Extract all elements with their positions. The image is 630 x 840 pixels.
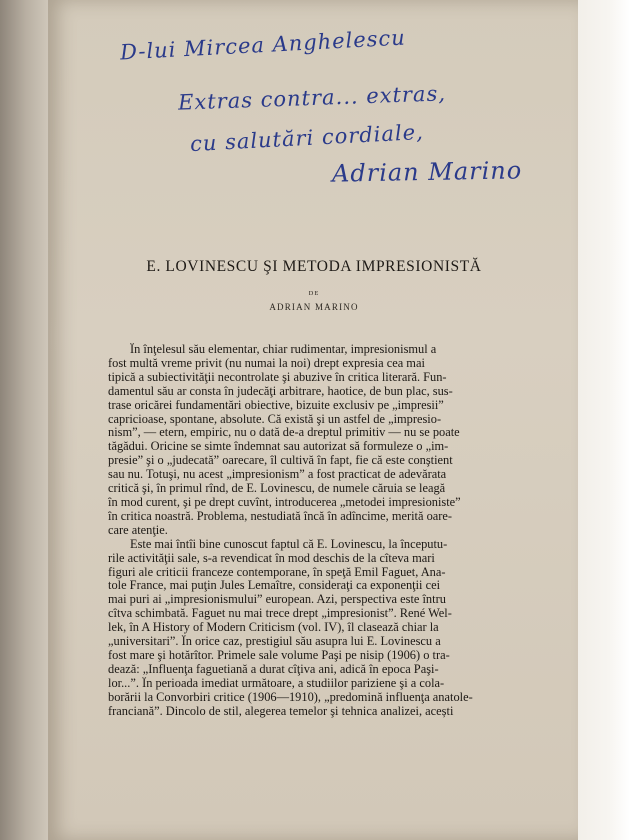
article-line: damentul său ar consta în judecăţi arbitrare, haotice, de bun plac, sus- [108, 384, 453, 398]
article-line: tole France, mai puţin Jules Lemaître, consideraţi ca exponenţii cei [108, 579, 441, 593]
handwritten-dedication [70, 25, 550, 198]
page-edge [578, 0, 630, 840]
article-byline-de: DE [308, 290, 320, 297]
article-line: franciană”. Dincolo de stil, alegerea temelor şi tehnica analizei, acești [108, 704, 454, 718]
article-line: tipică a subiectivităţii necontrolate şi abuzive în critica literară. Fun- [108, 370, 447, 384]
article-line: cîtva schimbată. Faguet nu mai trece drept „impresionist”. René Wel- [108, 607, 452, 621]
article-line: capricioase, spontane, absolute. Că există şi un astfel de „impresio- [108, 412, 442, 426]
article-line: care atenţie. [108, 523, 168, 537]
dedication-line-3: cu salutări cordiale, [189, 119, 425, 157]
article-line: nism”, — etern, empiric, nu o dată de-a dreptul primitiv — nu se poate [108, 426, 460, 440]
article-line: „universitari”. În orice caz, prestigiul său asupra lui E. Lovinescu a [108, 635, 441, 649]
dedication-line-2: Extras contra... extras, [177, 81, 447, 115]
article-line: dează: „Influenţa faguetiană a durat cîţiva ani, adică în epoca Paşi- [108, 662, 439, 676]
signature: Adrian Marino [331, 156, 523, 188]
article-title: E. LOVINESCU ŞI METODA IMPRESIONISTĂ [146, 258, 482, 275]
article-line: mai puri ai „impresionismului” european. Azi, perspectiva este întru [108, 593, 446, 607]
article-line: lor...”. În perioada imediat următoare, a studiilor pariziene şi a cola- [108, 676, 445, 690]
article-body [108, 343, 544, 718]
article-line: borării la Convorbiri critice (1906—1910), „predomină influenţa anatole- [108, 690, 473, 704]
article-line: fost mare şi hotărîtor. Primele sale volume Paşi pe nisip (1906) o tra- [108, 648, 450, 662]
article-line: critică şi, în primul rînd, de E. Lovinescu, de numele căruia se leagă [108, 482, 446, 496]
article-line: lek, în A History of Modern Criticism (vol. IV), îl clasează chiar la [108, 621, 439, 635]
article-line: sau nu. Totuşi, nu acest „impresionism” a fost practicat de adevărata [108, 468, 447, 482]
article-line: presie” şi o „judecată” oarecare, îl cultivă în fapt, fie că este conştient [108, 454, 453, 468]
article-line: fost multă vreme privit (nu numai la noi) drept expresia cea mai [108, 356, 425, 370]
article-line: în critica noastră. Problema, nestudiată încă în adîncime, merită oare- [108, 509, 453, 523]
article-line: rile activităţii sale, s-a revendicat în mod deschis de la cîteva mari [108, 551, 435, 565]
article-line: trase oricărei fundamentări obiective, bizuite exclusiv pe „impresii” [108, 398, 444, 412]
article-line: Este mai întîi bine cunoscut faptul că E. Lovinescu, la începutu- [130, 537, 448, 551]
article-line: figuri ale criticii franceze contemporane, în speţă Emil Faguet, Ana- [108, 565, 446, 579]
book-binding-shadow [0, 0, 48, 840]
article-line: în mod curent, şi pe drept cuvînt, introducerea „metodei impresioniste” [108, 495, 461, 509]
article-author: ADRIAN MARINO [269, 302, 359, 312]
article-line: tăgădui. Oricine se simte îndemnat sau autorizat să formuleze o „im- [108, 440, 449, 454]
dedication-line-1: D-lui Mircea Anghelescu [119, 25, 407, 65]
article-line: În înţelesul său elementar, chiar rudimentar, impresionismul a [130, 343, 437, 356]
